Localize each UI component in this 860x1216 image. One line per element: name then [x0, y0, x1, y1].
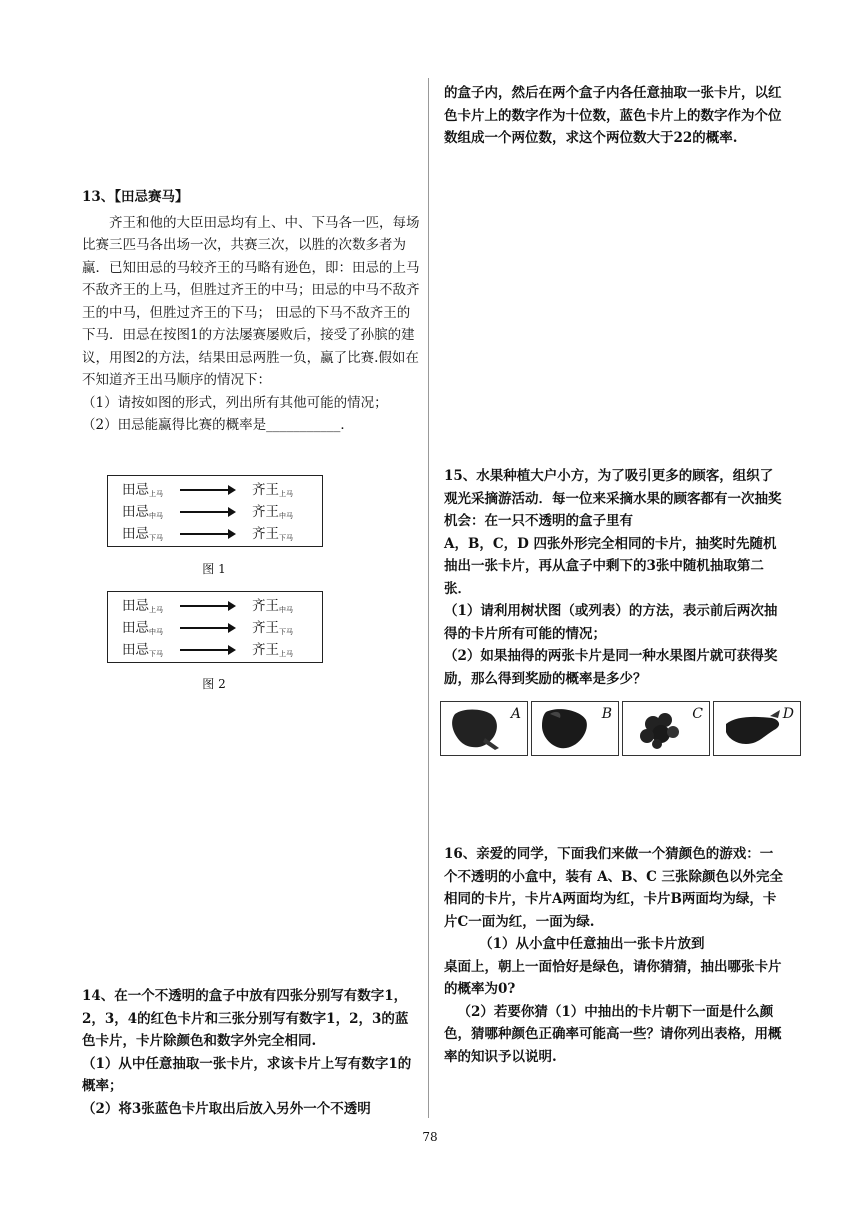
card-c-label: C: [692, 706, 703, 722]
fig1-to-sub: 上马: [279, 490, 293, 498]
q13-title: 13、【田忌赛马】: [82, 189, 189, 205]
fig2-from-sub: 中马: [149, 628, 163, 636]
q14-body: 14、在一个不透明的盒子中放有四张分别写有数字1，2，3，4的红色卡片和三张分别写有数字1，2，3的蓝色卡片，卡片除颜色和数字外完全相同.: [82, 988, 409, 1049]
fig1-to-sub: 下马: [279, 534, 293, 542]
fig1-from: 田忌: [122, 482, 149, 498]
fig1-to-sub: 中马: [279, 512, 293, 520]
fig2-from: 田忌: [122, 598, 149, 614]
question-16: [444, 843, 784, 1068]
question-14-continued: [444, 82, 784, 150]
right-arrow-icon: [180, 489, 234, 491]
fig2-to: 齐王: [252, 642, 279, 658]
fig2-to-sub: 中马: [279, 606, 293, 614]
fig1-from: 田忌: [122, 526, 149, 542]
fig2-from: 田忌: [122, 620, 149, 636]
q13-body: 齐王和他的大臣田忌均有上、中、下马各一匹，每场比赛三匹马各出场一次，共赛三次，以胜的次数多者为赢．已知田忌的马较齐王的马略有逊色，即：田忌的上马不敌齐王的上马，但胜过齐王的中马；田忌的中马不敌齐王的中马，但胜过齐王的下马； 田忌的下马不敌齐王的下马．田忌在按图1的方法屡赛屡败后，接受了孙膑的建议，用图2的方法，结果田忌两胜一负，赢了比赛.假如在不知道齐王出马顺序的情况下：: [82, 214, 420, 388]
fig2-to-sub: 上马: [279, 650, 293, 658]
card-b-label: B: [601, 706, 612, 722]
figure-1-caption: 图 1: [202, 562, 226, 576]
card-d-label: D: [782, 706, 794, 722]
question-14: [82, 985, 420, 1120]
fig1-from-sub: 上马: [149, 490, 163, 498]
figure-1: [107, 475, 323, 547]
right-arrow-icon: [180, 649, 234, 651]
fig1-to: 齐王: [252, 526, 279, 542]
q15-item-2: （2）如果抽得的两张卡片是同一种水果图片就可获得奖励，那么得到奖励的概率是多少？: [444, 648, 778, 687]
card-c: [622, 701, 710, 756]
figure-2: [107, 591, 323, 663]
right-arrow-icon: [180, 627, 234, 629]
question-15: [444, 465, 784, 690]
card-d: [713, 701, 801, 756]
q14-item-2: （2）将3张蓝色卡片取出后放入另外一个不透明: [82, 1100, 371, 1117]
q15-body-b: A，B，C，D 四张外形完全相同的卡片，抽奖时先随机抽出一张卡片，再从盒子中剩下的3张中随机抽取第二张．: [444, 535, 777, 597]
right-arrow-icon: [180, 511, 234, 513]
q16-body: 16、亲爱的同学，下面我们来做一个猜颜色的游戏：一个不透明的小盒中，装有 A、B、C 三张除颜色以外完全相同的卡片，卡片A两面均为红，卡片B两面均为绿，卡片C一面为红，一面为绿.: [444, 846, 784, 930]
fig1-to: 齐王: [252, 504, 279, 520]
fig1-from: 田忌: [122, 504, 149, 520]
right-arrow-icon: [180, 533, 234, 535]
figure-2-caption: 图 2: [202, 677, 226, 691]
q14-item-1: （1）从中任意抽取一张卡片，求该卡片上写有数字1的概率；: [82, 1055, 412, 1094]
q13-item-2: （2）田忌能赢得比赛的概率是___________．: [82, 417, 354, 433]
column-divider: [428, 78, 429, 1118]
q13-item-1: （1）请按如图的形式，列出所有其他可能的情况；: [82, 394, 388, 411]
right-arrow-icon: [180, 605, 234, 607]
q16-item-1a: （1）从小盒中任意抽出一张卡片放到: [479, 936, 705, 952]
fig1-to: 齐王: [252, 482, 279, 498]
fig2-from-sub: 下马: [149, 650, 163, 658]
fig2-to: 齐王: [252, 620, 279, 636]
page-number: 78: [422, 1130, 438, 1144]
q14-item-2-cont: 的盒子内，然后在两个盒子内各任意抽取一张卡片，以红色卡片上的数字作为十位数，蓝色卡片上的数字作为个位数组成一个两位数，求这个两位数大于22的概率.: [444, 85, 782, 146]
q16-item-1b: 桌面上，朝上一面恰好是绿色，请你猜猜，抽出哪张卡片的概率为0?: [444, 958, 782, 997]
q16-item-2: （2）若要你猜（1）中抽出的卡片朝下一面是什么颜色，猜哪种颜色正确率可能高一些？请你列出表格，用概率的知识予以说明.: [444, 1003, 782, 1065]
fig2-to-sub: 下马: [279, 628, 293, 636]
fig2-to: 齐王: [252, 598, 279, 614]
fig1-from-sub: 下马: [149, 534, 163, 542]
q15-item-1: （1）请利用树状图（或列表）的方法，表示前后两次抽得的卡片所有可能的情况；: [444, 603, 778, 642]
fig2-from: 田忌: [122, 642, 149, 658]
fig1-from-sub: 中马: [149, 512, 163, 520]
q15-body-a: 15、水果种植大户小方，为了吸引更多的顾客，组织了观光采摘游活动．每一位来采摘水果的顾客都有一次抽奖机会：在一只不透明的盒子里有: [444, 468, 782, 529]
card-a-label: A: [510, 706, 521, 722]
card-b: [531, 701, 619, 756]
card-a: [440, 701, 528, 756]
fig2-from-sub: 上马: [149, 606, 163, 614]
fruit-cards: [440, 701, 800, 756]
question-13: [82, 186, 420, 437]
